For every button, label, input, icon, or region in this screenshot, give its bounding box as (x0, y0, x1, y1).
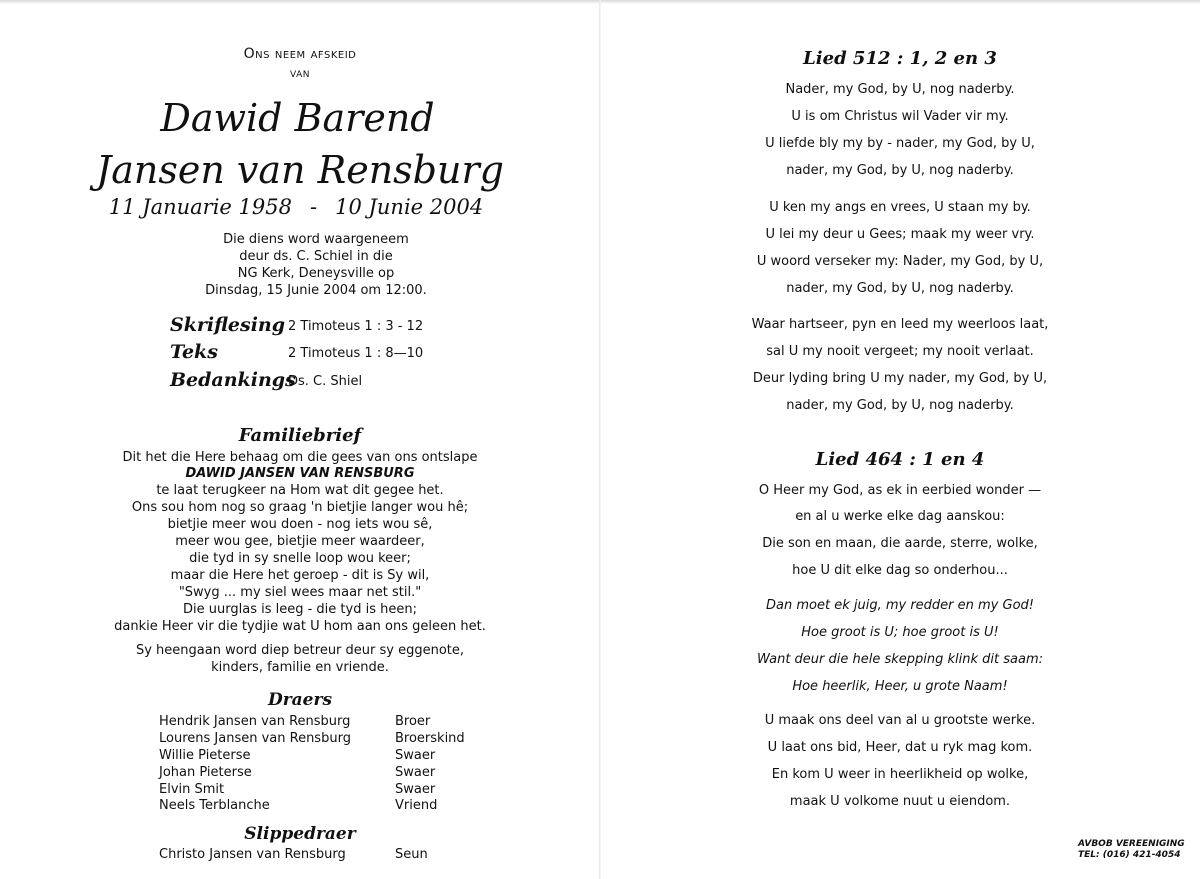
familiebrief-line: te laat terugkeer na Hom wat dit gegee het. (156, 483, 444, 498)
hymn-line: U laat ons bid, Heer, dat u ryk mag kom. (767, 740, 1033, 755)
draer-relation: Broer (395, 714, 431, 729)
funeral-home-name: AVBOB VEREENIGING (1078, 839, 1185, 849)
program-value-skriflesing: 2 Timoteus 1 : 3 - 12 (288, 319, 424, 334)
hymn-line: Nader, my God, by U, nog naderby. (785, 82, 1015, 97)
program-value-teks: 2 Timoteus 1 : 8—10 (288, 346, 424, 361)
draer-relation: Swaer (395, 782, 436, 797)
hymn-line: nader, my God, by U, nog naderby. (786, 163, 1014, 178)
draer-name: Johan Pieterse (159, 765, 252, 780)
farewell-heading: Ons neem afskeid (243, 46, 357, 62)
draers-title: Draers (267, 690, 333, 710)
familiebrief-line: Die uurglas is leeg - die tyd is heen; (183, 602, 417, 617)
hymn-464-title: Lied 464 : 1 en 4 (815, 449, 985, 470)
death-date: 10 Junie 2004 (335, 195, 484, 219)
hymn-line: U ken my angs en vrees, U staan my by. (769, 200, 1031, 215)
hymn-line: en al u werke elke dag aanskou: (795, 509, 1005, 524)
life-dates (0, 195, 596, 219)
service-line: deur ds. C. Schiel in die (239, 249, 393, 264)
draer-relation: Swaer (395, 765, 436, 780)
deceased-name-line2: Jansen van Rensburg (96, 148, 504, 192)
draer-relation: Vriend (395, 798, 438, 813)
familiebrief-line: bietjie meer wou doen - nog iets wou sê, (167, 517, 433, 532)
familiebrief-line: maar die Here het geroep - dit is Sy wil, (170, 568, 430, 583)
farewell-van: van (290, 66, 310, 81)
familiebrief-deceased-name: DAWID JANSEN VAN RENSBURG (185, 466, 415, 481)
hymn-line: U maak ons deel van al u grootste werke. (764, 713, 1036, 728)
service-line: Die diens word waargeneem (223, 232, 409, 247)
familiebrief-closing: Sy heengaan word diep betreur deur sy eggenote, (135, 643, 465, 658)
hymn-line: U is om Christus wil Vader vir my. (791, 109, 1009, 124)
right-page (600, 0, 1200, 879)
hymn-line: U woord verseker my: Nader, my God, by U, (756, 254, 1044, 269)
draer-name: Elvin Smit (159, 782, 225, 797)
familiebrief-title: Familiebrief (238, 425, 362, 446)
familiebrief-line: "Swyg ... my siel wees maar net stil." (178, 585, 422, 600)
hymn-chorus-line: Hoe groot is U; hoe groot is U! (801, 625, 999, 640)
hymn-line: U lei my deur u Gees; maak my weer vry. (765, 227, 1035, 242)
program-label-bedankings: Bedankings (170, 369, 296, 391)
familiebrief-line: Ons sou hom nog so graag 'n bietjie langer wou hê; (131, 500, 469, 515)
hymn-chorus-line: Want deur die hele skepping klink dit saam: (756, 652, 1044, 667)
deceased-name-line1: Dawid Barend (160, 96, 435, 140)
familiebrief-closing: kinders, familie en vriende. (211, 660, 389, 675)
hymn-line: nader, my God, by U, nog naderby. (786, 281, 1014, 296)
program-label-skriflesing: Skriflesing (170, 314, 286, 336)
hymn-line: Waar hartseer, pyn en leed my weerloos laat, (751, 317, 1049, 332)
draer-name: Hendrik Jansen van Rensburg (159, 714, 351, 729)
funeral-home-phone: TEL: (016) 421-4054 (1078, 850, 1181, 860)
hymn-line: Deur lyding bring U my nader, my God, by U, (752, 371, 1048, 386)
hymn-chorus-line: Dan moet ek juig, my redder en my God! (766, 598, 1034, 613)
hymn-line: maak U volkome nuut u eiendom. (789, 794, 1011, 809)
funeral-home-footer (1078, 839, 1185, 861)
service-line: Dinsdag, 15 Junie 2004 om 12:00. (205, 283, 427, 298)
hymn-line: Die son en maan, die aarde, sterre, wolke, (762, 536, 1038, 551)
hymn-line: sal U my nooit vergeet; my nooit verlaat. (766, 344, 1034, 359)
date-separator: - (309, 195, 318, 219)
draer-relation: Broerskind (395, 731, 465, 746)
draer-name: Willie Pieterse (159, 748, 251, 763)
familiebrief-line: die tyd in sy snelle loop wou keer; (189, 551, 411, 566)
hymn-line: O Heer my God, as ek in eerbied wonder — (758, 483, 1042, 498)
slippedraer-title: Slippedraer (244, 824, 356, 844)
familiebrief-line: meer wou gee, bietjie meer waardeer, (175, 534, 425, 549)
hymn-line: En kom U weer in heerlikheid op wolke, (771, 767, 1029, 782)
program-value-bedankings: Ds. C. Shiel (288, 374, 363, 389)
program-label-teks: Teks (170, 341, 218, 363)
slippedraer-relation: Seun (395, 847, 428, 862)
draer-relation: Swaer (395, 748, 436, 763)
draer-name: Lourens Jansen van Rensburg (159, 731, 351, 746)
hymn-chorus-line: Hoe heerlik, Heer, u grote Naam! (792, 679, 1008, 694)
service-line: NG Kerk, Deneysville op (237, 266, 395, 281)
hymn-line: hoe U dit elke dag so onderhou... (792, 563, 1008, 578)
draer-name: Neels Terblanche (159, 798, 270, 813)
familiebrief-line: dankie Heer vir die tydjie wat U hom aan ons geleen het. (114, 619, 486, 634)
birth-date: 11 Januarie 1958 (108, 195, 292, 219)
hymn-line: nader, my God, by U, nog naderby. (786, 398, 1014, 413)
slippedraer-name: Christo Jansen van Rensburg (159, 847, 346, 862)
hymn-line: U liefde bly my by - nader, my God, by U, (765, 136, 1035, 151)
hymn-512-title: Lied 512 : 1, 2 en 3 (803, 48, 997, 69)
familiebrief-line: Dit het die Here behaag om die gees van ons ontslape (122, 450, 478, 465)
